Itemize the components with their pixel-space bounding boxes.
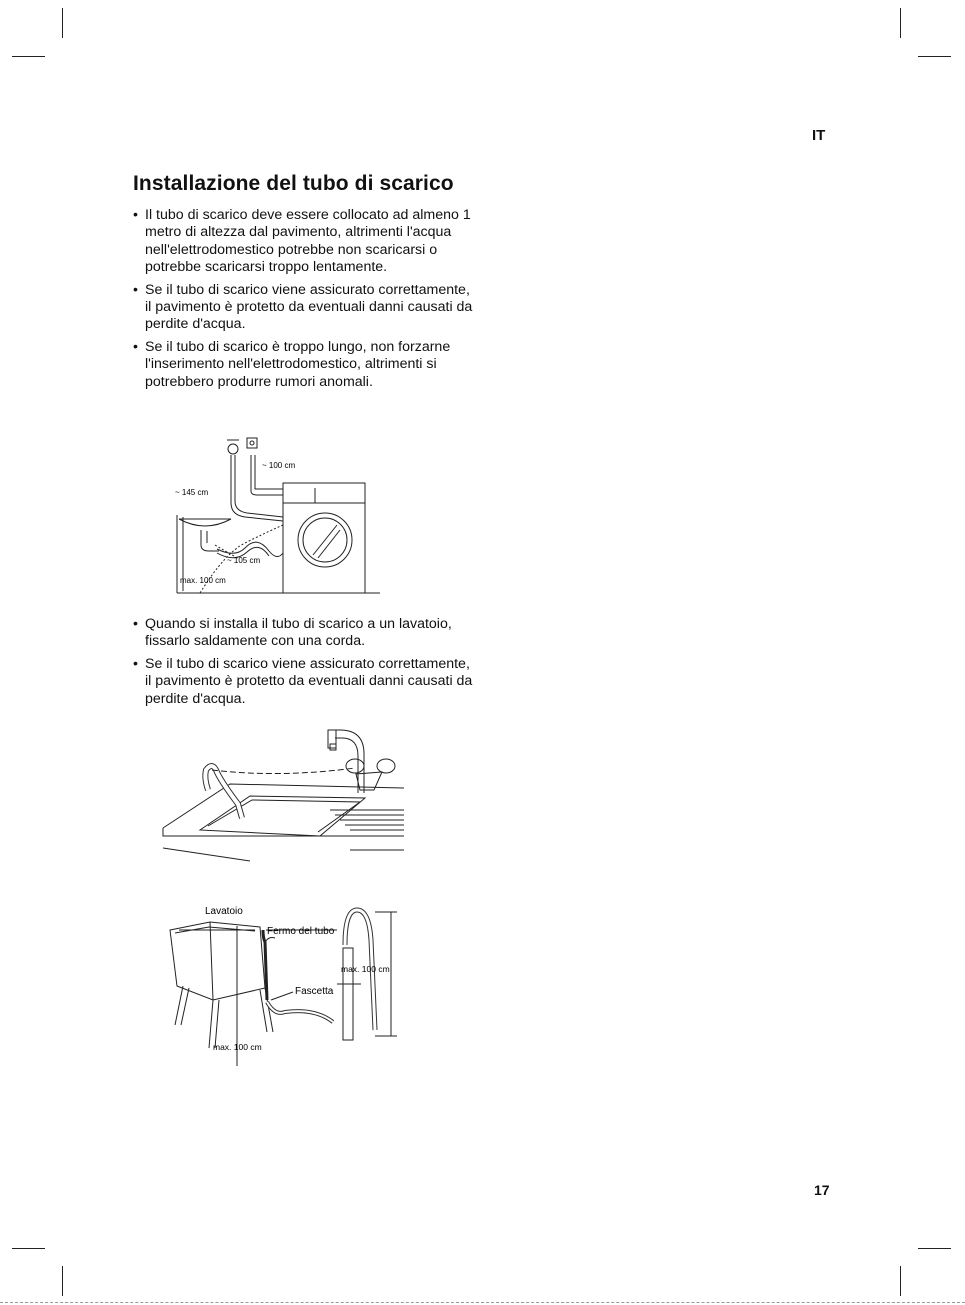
crop-mark [900,8,901,38]
bullet-item: • Quando si installa il tubo di scarico a un lavatoio, fissarlo saldamente con una corda. [133,616,478,651]
label-max-100cm-right: max. 100 cm [341,964,390,974]
dim-label-100cm: ~ 100 cm [262,461,296,470]
bullet-item: • Se il tubo di scarico viene assicurato correttamente, il pavimento è protetto da eventuali danni causati da perdite d'acqua. [133,282,478,334]
bullet-list-bottom [133,616,478,713]
page-number: 17 [814,1182,830,1198]
dim-label-105cm: ~ 105 cm [227,556,261,565]
crop-mark [12,1248,45,1249]
section-title: Installazione del tubo di scarico [133,172,454,195]
bullet-item: • Se il tubo di scarico è troppo lungo, non forzarne l'inserimento nell'elettrodomestico, altrimenti si potrebbero produrre rumori anomali. [133,339,478,391]
trim-line [0,1302,965,1303]
label-fascetta: Fascetta [295,986,334,997]
bullet-list-top [133,207,478,396]
laundry-tub-illustration [165,900,425,1070]
bullet-item: • Il tubo di scarico deve essere collocato ad almeno 1 metro di altezza dal pavimento, altrimenti l'acqua nell'elettrodomestico potrebbe non scaricarsi o potrebbe scaricarsi troppo lentamente. [133,207,478,277]
crop-mark [12,56,45,57]
language-code: IT [812,127,826,144]
crop-mark [918,1248,951,1249]
dim-label-max100cm: max. 100 cm [180,576,226,585]
crop-mark [918,56,951,57]
crop-mark [62,8,63,38]
drain-height-illustration [165,433,390,598]
crop-mark [900,1266,901,1296]
label-fermo-del-tubo: Fermo del tubo [267,926,335,937]
crop-mark [62,1266,63,1296]
sink-rope-illustration [160,718,408,866]
bullet-item: • Se il tubo di scarico viene assicurato correttamente, il pavimento è protetto da eventuali danni causati da perdite d'acqua. [133,656,478,708]
dim-label-145cm: ~ 145 cm [175,488,209,497]
label-max-100cm-left: max. 100 cm [213,1042,262,1052]
label-lavatoio: Lavatoio [205,906,243,917]
